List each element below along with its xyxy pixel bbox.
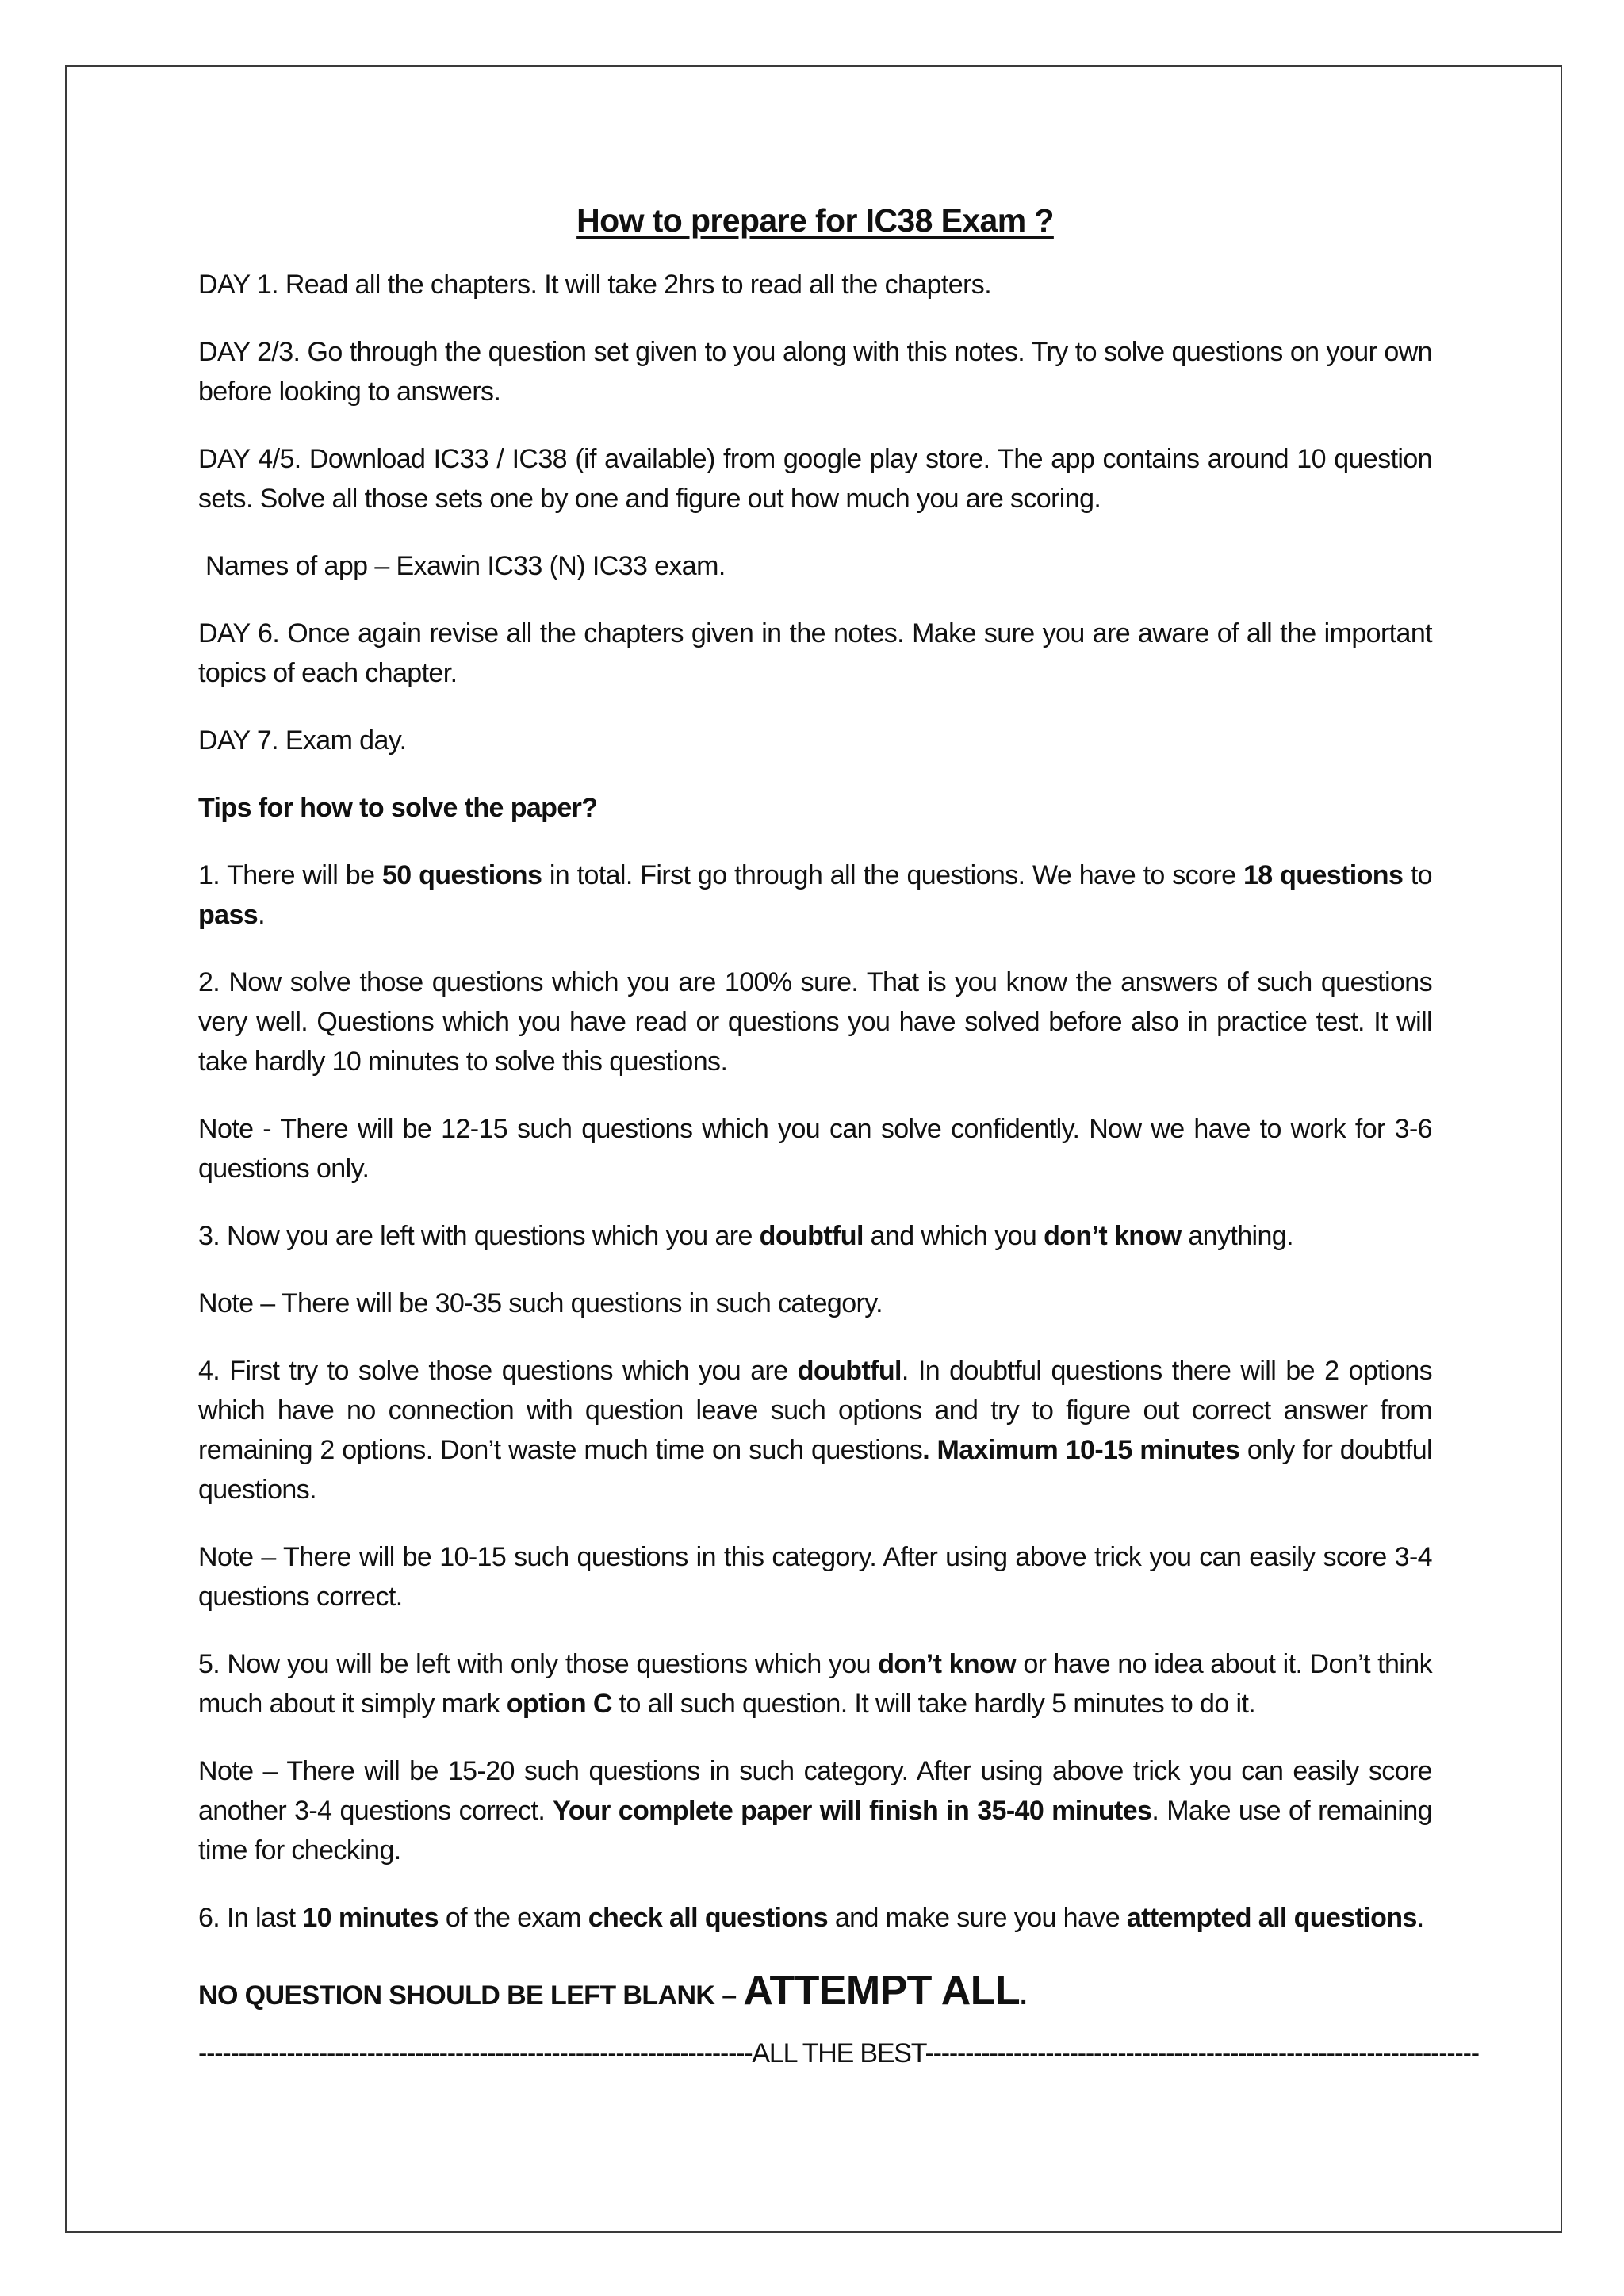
final-text: NO QUESTION SHOULD BE LEFT BLANK –: [198, 1980, 744, 2011]
tip3-text: and which you: [863, 1221, 1044, 1251]
tip6-paragraph: [198, 1898, 1432, 1938]
all-the-best-line: ---------------------------------------------------------------------ALL THE BEST---------------------------------------------------------------------: [198, 2038, 1479, 2068]
tip1-paragraph: [198, 855, 1432, 935]
document-body: [198, 197, 1479, 2101]
tip4-text: . In doubtful questions there will be 2 options which have no connection with question leave such options and try to figure out correct answer from remaining 2 options. Don’t waste much time on such questions: [198, 1356, 1432, 1465]
tip1-text: 1. There will be: [198, 860, 382, 890]
tip1-text: in total. First go through all the questions. We have to score: [542, 860, 1243, 890]
tip6-bold: check all questions: [588, 1903, 829, 1933]
tip6-bold: attempted all questions: [1126, 1903, 1417, 1933]
tip5-text: or have no idea about it. Don’t think much about it simply mark: [198, 1649, 1433, 1719]
tips-heading: [198, 788, 1432, 828]
tip1-bold: 50 questions: [381, 860, 542, 890]
tip4-text: only for doubtful questions.: [198, 1435, 1432, 1505]
tip4-text: 4. First try to solve those questions which you are: [198, 1356, 798, 1386]
note2-paragraph: Note – There will be 30-35 such questions in such category.: [198, 1288, 883, 1318]
day1-paragraph: DAY 1. Read all the chapters. It will take 2hrs to read all the chapters.: [198, 270, 992, 300]
note4-paragraph: [198, 1751, 1432, 1870]
note4-text: . Make use of remaining time for checking.: [198, 1796, 1433, 1866]
day23-paragraph: DAY 2/3. Go through the question set given to you along with this notes. Try to solve questions on your own before looking to answers.: [198, 337, 1432, 407]
tip3-paragraph: [198, 1216, 1432, 1256]
tip6-text: .: [1416, 1903, 1424, 1933]
note3-paragraph: Note – There will be 10-15 such questions in this category. After using above trick you can easily score 3-4 questions correct.: [198, 1542, 1432, 1612]
note4-text: Note – There will be 15-20 such questions in such category. After using above trick you can easily score another 3-4 questions correct.: [198, 1756, 1432, 1826]
tip3-text: anything.: [1181, 1221, 1293, 1251]
tip6-text: of the exam: [438, 1903, 588, 1933]
tip5-text: 5. Now you will be left with only those questions which you: [198, 1649, 879, 1679]
tip1-bold: pass: [198, 900, 259, 930]
tips-heading-text: Tips for how to solve the paper?: [198, 793, 598, 823]
tip3-text: 3. Now you are left with questions which you are: [198, 1221, 760, 1251]
tip6-bold: 10 minutes: [302, 1903, 439, 1933]
app-names-paragraph: Names of app – Exawin IC33 (N) IC33 exam.: [205, 551, 726, 581]
tip6-text: and make sure you have: [828, 1903, 1127, 1933]
final-call-to-action: [198, 1965, 1432, 2021]
tip4-bold: doubtful: [797, 1356, 902, 1386]
day7-paragraph: DAY 7. Exam day.: [198, 725, 407, 756]
tip5-paragraph: [198, 1644, 1432, 1724]
tip4-bold: . Maximum 10-15 minutes: [922, 1435, 1240, 1465]
tip1-text: to: [1403, 860, 1432, 890]
tip6-text: 6. In last: [198, 1903, 303, 1933]
tip1-text: .: [258, 900, 265, 930]
tip5-bold: don’t know: [878, 1649, 1017, 1679]
day6-paragraph: DAY 6. Once again revise all the chapters given in the notes. Make sure you are aware of all the important topics of each chapter.: [198, 618, 1432, 688]
tip5-text: to all such question. It will take hardly 5 minutes to do it.: [611, 1689, 1256, 1719]
tip2-paragraph: 2. Now solve those questions which you are 100% sure. That is you know the answers of such questions very well. Questions which you have read or questions you have solved before also in practice test. It will take hardly 10 minutes to solve this questions.: [198, 967, 1432, 1077]
note4-bold: Your complete paper will finish in 35-40 minutes: [553, 1796, 1152, 1826]
tip5-bold: option C: [506, 1689, 612, 1719]
day45-paragraph: DAY 4/5. Download IC33 / IC38 (if available) from google play store. The app contains around 10 question sets. Solve all those sets one by one and figure out how much you are scoring.: [198, 444, 1432, 514]
tip3-bold: doubtful: [759, 1221, 864, 1251]
note1-paragraph: Note - There will be 12-15 such questions which you can solve confidently. Now we have to work for 3-6 questions only.: [198, 1114, 1432, 1184]
attempt-all-text: ATTEMPT ALL: [743, 1968, 1021, 2014]
tip4-paragraph: [198, 1351, 1432, 1510]
tip3-bold: don’t know: [1044, 1221, 1182, 1251]
page-title: How to prepare for IC38 Exam ?: [576, 202, 1054, 239]
tip1-bold: 18 questions: [1243, 860, 1404, 890]
final-period: .: [1020, 1980, 1027, 2011]
